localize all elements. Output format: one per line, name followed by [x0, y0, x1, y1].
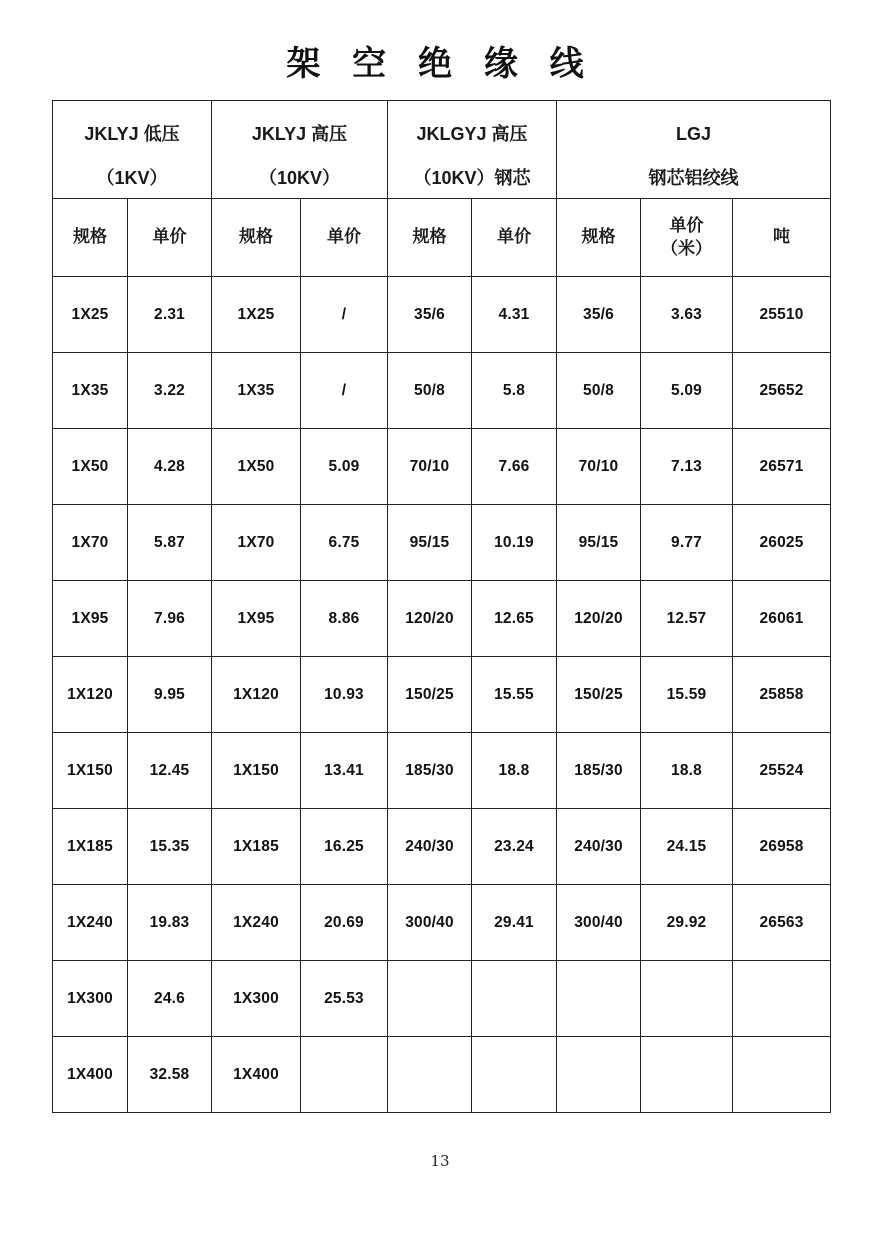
- table-cell: 300/40: [388, 885, 472, 961]
- table-cell: 25.53: [301, 961, 388, 1037]
- table-cell: 1X120: [212, 657, 301, 733]
- table-cell: 2.31: [128, 277, 212, 353]
- table-cell: 1X95: [212, 581, 301, 657]
- table-cell: [641, 1037, 733, 1113]
- table-cell: [641, 961, 733, 1037]
- table-cell: 23.24: [472, 809, 557, 885]
- group-header-jklyj-low: [53, 101, 212, 199]
- table-cell: 1X35: [53, 353, 128, 429]
- table-cell: 29.41: [472, 885, 557, 961]
- table-cell: 16.25: [301, 809, 388, 885]
- group-title: JKLYJ 低压: [84, 123, 180, 144]
- table-cell: 24.6: [128, 961, 212, 1037]
- table-cell: 26958: [733, 809, 831, 885]
- table-cell: 1X50: [53, 429, 128, 505]
- table-body: [53, 277, 831, 1113]
- column-header-price-1: 单价: [128, 199, 212, 277]
- table-cell: 7.13: [641, 429, 733, 505]
- table-cell: 10.93: [301, 657, 388, 733]
- table-cell: /: [301, 353, 388, 429]
- table-cell: 1X300: [53, 961, 128, 1037]
- table-cell: 50/8: [557, 353, 641, 429]
- group-title: LGJ: [676, 123, 712, 144]
- table-cell: 8.86: [301, 581, 388, 657]
- table-cell: 3.63: [641, 277, 733, 353]
- group-subtitle: （10KV）: [258, 167, 341, 188]
- column-header-ton: 吨: [733, 199, 831, 277]
- group-subtitle: （1KV）: [96, 167, 168, 188]
- table-cell: [301, 1037, 388, 1113]
- table-cell: 150/25: [388, 657, 472, 733]
- table-row: [53, 885, 831, 961]
- table-cell: /: [301, 277, 388, 353]
- table-row: [53, 277, 831, 353]
- table-cell: 5.87: [128, 505, 212, 581]
- table-cell: 240/30: [388, 809, 472, 885]
- table-cell: 12.57: [641, 581, 733, 657]
- table-cell: 24.15: [641, 809, 733, 885]
- column-header-price-per-meter: 单价 （米）: [641, 199, 733, 277]
- column-header-price-2: 单价: [301, 199, 388, 277]
- table-cell: 1X300: [212, 961, 301, 1037]
- group-title: JKLYJ 高压: [251, 123, 348, 144]
- table-row: [53, 1037, 831, 1113]
- table-cell: 120/20: [557, 581, 641, 657]
- column-header-row: [53, 199, 831, 277]
- group-subtitle: （10KV）钢芯: [413, 167, 531, 188]
- table-row: [53, 581, 831, 657]
- table-cell: 7.96: [128, 581, 212, 657]
- column-header-spec-2: 规格: [212, 199, 301, 277]
- table-cell: 25858: [733, 657, 831, 733]
- table-cell: 10.19: [472, 505, 557, 581]
- table-cell: 1X25: [212, 277, 301, 353]
- table-cell: 15.59: [641, 657, 733, 733]
- table-cell: 9.77: [641, 505, 733, 581]
- group-header-row: [53, 101, 831, 199]
- column-header-price-3: 单价: [472, 199, 557, 277]
- table-row: [53, 429, 831, 505]
- table-row: [53, 353, 831, 429]
- table-cell: 1X185: [212, 809, 301, 885]
- table-cell: 70/10: [557, 429, 641, 505]
- table-cell: 35/6: [388, 277, 472, 353]
- table-cell: 3.22: [128, 353, 212, 429]
- table-cell: 1X240: [53, 885, 128, 961]
- table-cell: 185/30: [388, 733, 472, 809]
- table-cell: 300/40: [557, 885, 641, 961]
- group-title: JKLGYJ 高压: [416, 123, 528, 144]
- table-cell: 1X95: [53, 581, 128, 657]
- group-header-jklgyj: [388, 101, 557, 199]
- table-cell: 25510: [733, 277, 831, 353]
- table-cell: 25652: [733, 353, 831, 429]
- group-subtitle: 钢芯铝绞线: [648, 167, 739, 188]
- table-cell: 32.58: [128, 1037, 212, 1113]
- table-cell: [472, 1037, 557, 1113]
- table-cell: 15.55: [472, 657, 557, 733]
- table-cell: 13.41: [301, 733, 388, 809]
- table-cell: 18.8: [641, 733, 733, 809]
- table-row: [53, 657, 831, 733]
- table-cell: 1X400: [53, 1037, 128, 1113]
- table-row: [53, 505, 831, 581]
- table-cell: 20.69: [301, 885, 388, 961]
- table-cell: 26061: [733, 581, 831, 657]
- table-cell: 1X240: [212, 885, 301, 961]
- table-cell: 26563: [733, 885, 831, 961]
- table-cell: 15.35: [128, 809, 212, 885]
- table-cell: 150/25: [557, 657, 641, 733]
- table-row: [53, 809, 831, 885]
- table-cell: 29.92: [641, 885, 733, 961]
- group-header-lgj: [557, 101, 831, 199]
- table-cell: 1X70: [53, 505, 128, 581]
- table-cell: 1X400: [212, 1037, 301, 1113]
- table-cell: 95/15: [557, 505, 641, 581]
- table-cell: [388, 961, 472, 1037]
- table-cell: 35/6: [557, 277, 641, 353]
- table-cell: [472, 961, 557, 1037]
- table-cell: 5.09: [641, 353, 733, 429]
- column-header-spec-1: 规格: [53, 199, 128, 277]
- table-cell: 70/10: [388, 429, 472, 505]
- page-number: 13: [430, 1152, 450, 1170]
- table-cell: 1X50: [212, 429, 301, 505]
- table-cell: 5.8: [472, 353, 557, 429]
- table-cell: 25524: [733, 733, 831, 809]
- table-row: [53, 961, 831, 1037]
- table-cell: 7.66: [472, 429, 557, 505]
- table-cell: 240/30: [557, 809, 641, 885]
- table-cell: 185/30: [557, 733, 641, 809]
- table-cell: 1X35: [212, 353, 301, 429]
- table-cell: 1X185: [53, 809, 128, 885]
- table-cell: 26571: [733, 429, 831, 505]
- table-cell: 4.31: [472, 277, 557, 353]
- page-title: 架 空 绝 缘 线: [286, 44, 594, 84]
- table-cell: 1X120: [53, 657, 128, 733]
- table-cell: [733, 961, 831, 1037]
- table-cell: [557, 1037, 641, 1113]
- table-cell: [388, 1037, 472, 1113]
- column-header-spec-4: 规格: [557, 199, 641, 277]
- table-cell: 4.28: [128, 429, 212, 505]
- table-cell: 12.45: [128, 733, 212, 809]
- table-cell: 1X25: [53, 277, 128, 353]
- table-cell: 19.83: [128, 885, 212, 961]
- table-cell: 1X70: [212, 505, 301, 581]
- table-cell: 9.95: [128, 657, 212, 733]
- table-cell: [557, 961, 641, 1037]
- table-cell: 5.09: [301, 429, 388, 505]
- column-header-spec-3: 规格: [388, 199, 472, 277]
- group-header-jklyj-high: [212, 101, 388, 199]
- table-cell: 1X150: [53, 733, 128, 809]
- table-cell: 1X150: [212, 733, 301, 809]
- table-cell: 18.8: [472, 733, 557, 809]
- table-cell: 12.65: [472, 581, 557, 657]
- table-cell: [733, 1037, 831, 1113]
- table-row: [53, 733, 831, 809]
- table-cell: 120/20: [388, 581, 472, 657]
- table-cell: 26025: [733, 505, 831, 581]
- table-cell: 95/15: [388, 505, 472, 581]
- price-table: [52, 100, 831, 1113]
- table-cell: 6.75: [301, 505, 388, 581]
- table-cell: 50/8: [388, 353, 472, 429]
